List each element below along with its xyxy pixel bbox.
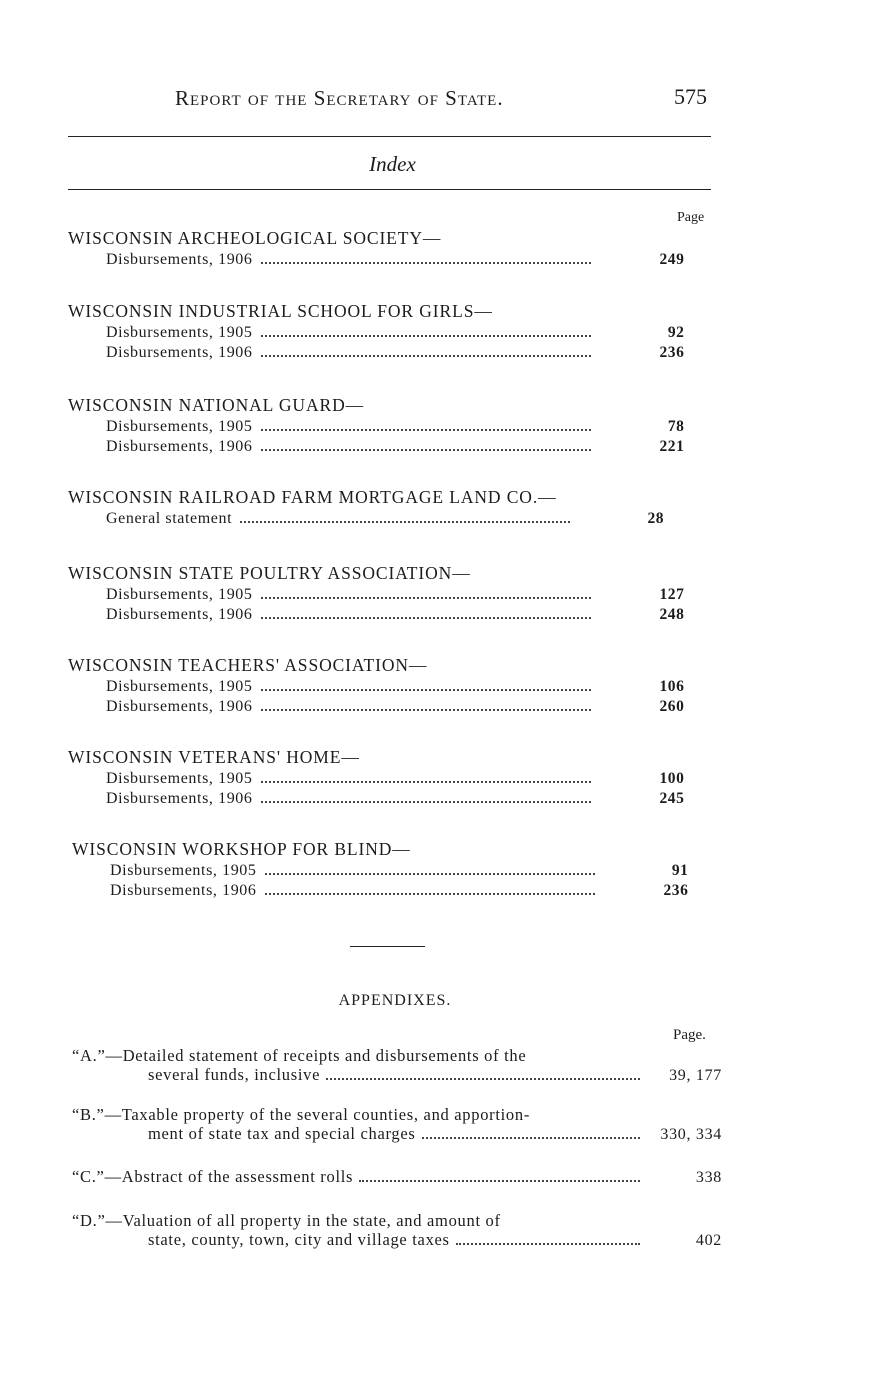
appendix-desc: “A.”—Detailed statement of receipts and disbursements of the [72, 1046, 527, 1065]
entry-page: 92 [667, 324, 685, 341]
entry-page: 106 [659, 678, 685, 695]
entry-heading: WISCONSIN STATE POULTRY ASSOCIATION— [68, 563, 471, 583]
appendix-page-column-label: Page. [673, 1027, 706, 1043]
entry-desc: Disbursements, 1906 [106, 344, 253, 361]
appendix-item [72, 1046, 722, 1085]
entry-line [68, 788, 718, 808]
entry-desc: Disbursements, 1906 [106, 251, 253, 268]
entry-page: 236 [659, 344, 685, 361]
running-head: Report of the Secretary of State. [175, 86, 504, 110]
entry-page: 100 [659, 770, 685, 787]
entry-line [68, 342, 718, 362]
entry-desc: Disbursements, 1906 [106, 698, 253, 715]
appendix-line [72, 1124, 722, 1144]
index-entry [68, 300, 718, 362]
entry-page: 260 [659, 698, 685, 715]
index-entry [68, 486, 718, 528]
entry-desc: General statement [106, 510, 233, 527]
appendix-page: 402 [695, 1232, 722, 1249]
entry-line [68, 508, 718, 528]
entry-line [68, 604, 718, 624]
dot-leader [261, 768, 591, 783]
entry-desc: Disbursements, 1906 [106, 438, 253, 455]
appendix-desc: “C.”—Abstract of the assessment rolls [72, 1167, 354, 1186]
dot-leader [261, 416, 591, 431]
entry-page: 91 [671, 862, 689, 879]
entry-page: 249 [659, 251, 685, 268]
entry-heading: WISCONSIN NATIONAL GUARD— [68, 395, 365, 415]
entry-page: 78 [667, 418, 685, 435]
entry-line [68, 322, 718, 342]
entry-heading: WISCONSIN VETERANS' HOME— [68, 747, 360, 767]
entry-line [68, 249, 718, 269]
appendix-item [72, 1167, 722, 1187]
appendix-desc: “D.”—Valuation of all property in the state, and amount of [72, 1211, 501, 1230]
entry-page: 236 [663, 882, 689, 899]
index-entry [72, 838, 722, 900]
entry-line [68, 696, 718, 716]
entry-desc: Disbursements, 1905 [106, 586, 253, 603]
dot-leader [261, 342, 591, 357]
page-column-label: Page [677, 210, 705, 225]
appendix-line [72, 1211, 722, 1230]
entry-desc: Disbursements, 1906 [110, 882, 257, 899]
entry-desc: Disbursements, 1905 [106, 770, 253, 787]
appendix-page: 39, 177 [669, 1067, 722, 1084]
dot-leader [240, 508, 570, 523]
appendix-desc: several funds, inclusive [148, 1065, 321, 1084]
dot-leader [261, 436, 591, 451]
dot-leader [261, 696, 591, 711]
entry-desc: Disbursements, 1905 [106, 678, 253, 695]
entry-line [68, 416, 718, 436]
entry-desc: Disbursements, 1905 [110, 862, 257, 879]
appendix-line [72, 1167, 722, 1187]
entry-heading: WISCONSIN TEACHERS' ASSOCIATION— [68, 655, 428, 675]
dot-leader [265, 860, 595, 875]
dot-leader [261, 322, 591, 337]
entry-page: 245 [659, 790, 685, 807]
page-number: 575 [674, 84, 707, 109]
section-divider [350, 946, 425, 947]
dot-leader [261, 604, 591, 619]
entry-desc: Disbursements, 1906 [106, 790, 253, 807]
entry-line [72, 880, 722, 900]
dot-leader [326, 1065, 640, 1080]
appendix-desc: state, county, town, city and village taxes [148, 1230, 450, 1249]
index-entry [68, 746, 718, 808]
dot-leader [422, 1124, 640, 1139]
bottom-rule [68, 189, 711, 190]
entry-heading: WISCONSIN WORKSHOP FOR BLIND— [72, 839, 411, 859]
entry-line [68, 768, 718, 788]
index-entry [68, 394, 718, 456]
dot-leader [456, 1230, 640, 1245]
appendix-item [72, 1105, 722, 1144]
appendix-desc: “B.”—Taxable property of the several counties, and apportion- [72, 1105, 531, 1124]
entry-desc: Disbursements, 1905 [106, 324, 253, 341]
appendix-line [72, 1046, 722, 1065]
appendix-line [72, 1105, 722, 1124]
appendix-desc: ment of state tax and special charges [148, 1124, 416, 1143]
entry-page: 28 [647, 510, 665, 527]
dot-leader [359, 1167, 640, 1182]
entry-line [68, 584, 718, 604]
dot-leader [261, 676, 591, 691]
appendix-line [72, 1065, 722, 1085]
dot-leader [265, 880, 595, 895]
entry-line [68, 436, 718, 456]
appendix-line [72, 1230, 722, 1250]
appendixes-heading: APPENDIXES. [338, 992, 452, 1009]
index-entry [68, 227, 718, 269]
dot-leader [261, 249, 591, 264]
dot-leader [261, 788, 591, 803]
entry-page: 221 [659, 438, 685, 455]
appendix-page: 338 [695, 1169, 722, 1186]
entry-line [72, 860, 722, 880]
entry-heading: WISCONSIN ARCHEOLOGICAL SOCIETY— [68, 228, 442, 248]
entry-heading: WISCONSIN INDUSTRIAL SCHOOL FOR GIRLS— [68, 301, 493, 321]
index-entry [68, 654, 718, 716]
appendix-page: 330, 334 [660, 1126, 722, 1143]
entry-desc: Disbursements, 1905 [106, 418, 253, 435]
entry-line [68, 676, 718, 696]
entry-heading: WISCONSIN RAILROAD FARM MORTGAGE LAND CO.— [68, 487, 557, 507]
index-entry [68, 562, 718, 624]
index-heading: Index [369, 152, 416, 176]
appendix-item [72, 1211, 722, 1250]
dot-leader [261, 584, 591, 599]
entry-page: 248 [659, 606, 685, 623]
entry-page: 127 [659, 586, 685, 603]
entry-desc: Disbursements, 1906 [106, 606, 253, 623]
top-rule [68, 136, 711, 137]
